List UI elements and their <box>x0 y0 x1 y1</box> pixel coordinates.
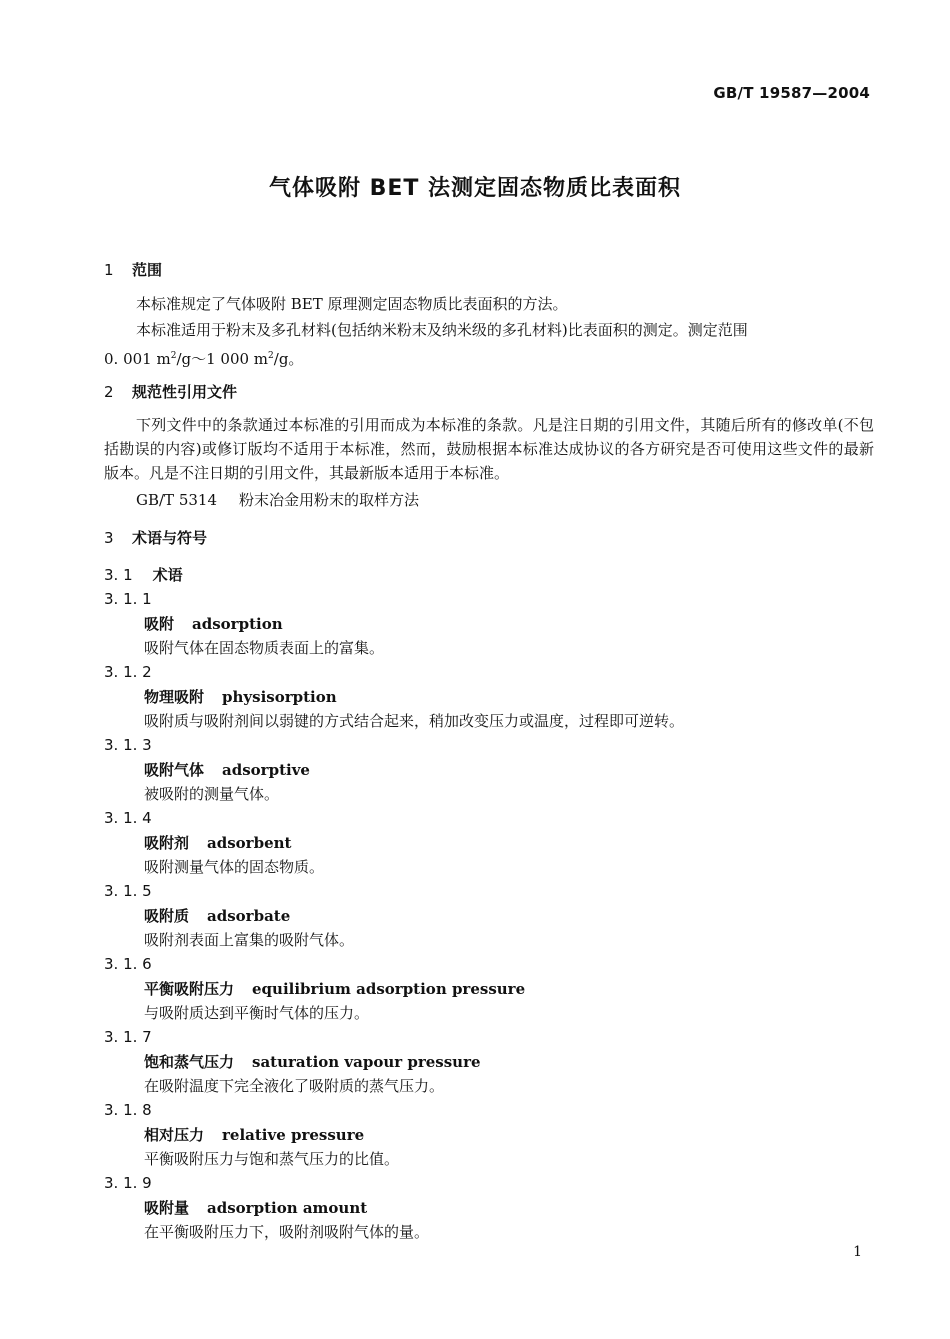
superscript-2: 2 <box>268 351 274 361</box>
scope-paragraph-1: 本标准规定了气体吸附 BET 原理测定固态物质比表面积的方法。 <box>136 295 568 313</box>
section-2-heading <box>104 381 237 402</box>
term-definition: 在平衡吸附压力下，吸附剂吸附气体的量。 <box>144 1223 430 1241</box>
range-text-c: /g。 <box>273 350 304 368</box>
term-en: physisorption <box>222 688 337 706</box>
term-name <box>144 978 525 999</box>
term-number: 3. 1. 6 <box>104 955 152 973</box>
term-en: relative pressure <box>222 1126 365 1144</box>
subsection-number: 3. 1 <box>104 566 133 584</box>
term-name <box>144 1197 367 1218</box>
term-en: adsorbent <box>207 834 292 852</box>
term-number: 3. 1. 7 <box>104 1028 152 1046</box>
reference-code: GB/T 5314 <box>136 491 218 509</box>
scope-range-line <box>104 344 874 371</box>
term-definition: 吸附质与吸附剂间以弱键的方式结合起来，稍加改变压力或温度，过程即可逆转。 <box>144 712 685 730</box>
term-en: adsorption <box>192 615 283 633</box>
term-en: adsorbate <box>207 907 291 925</box>
term-zh: 吸附 <box>144 615 175 633</box>
subsection-title: 术语 <box>152 566 183 584</box>
term-zh: 平衡吸附压力 <box>144 980 235 998</box>
section-3-heading <box>104 527 207 548</box>
term-number: 3. 1. 8 <box>104 1101 152 1119</box>
term-name <box>144 905 290 926</box>
term-zh: 吸附剂 <box>144 834 190 852</box>
section-title: 术语与符号 <box>132 529 208 547</box>
term-definition: 吸附气体在固态物质表面上的富集。 <box>144 639 385 657</box>
term-en: adsorption amount <box>207 1199 368 1217</box>
scope-paragraph-2: 本标准适用于粉末及多孔材料(包括纳米粉末及纳米级的多孔材料)比表面积的测定。测定范围 <box>136 321 748 339</box>
term-zh: 吸附气体 <box>144 761 205 779</box>
term-number: 3. 1. 1 <box>104 590 152 608</box>
term-zh: 饱和蒸气压力 <box>144 1053 235 1071</box>
term-definition: 平衡吸附压力与饱和蒸气压力的比值。 <box>144 1150 400 1168</box>
range-text-b: /g～1 000 m <box>176 350 269 368</box>
normative-references-paragraph: 下列文件中的条款通过本标准的引用而成为本标准的条款。凡是注日期的引用文件，其随后所有的修改单(不包括勘误的内容)或修订版均不适用于本标准，然而，鼓励根据本标准达成协议的各方研究是否可使用这些文件的最新版本。凡是不注日期的引用文件，其最新版本适用于本标准。 <box>104 416 874 482</box>
section-number: 3 <box>104 529 114 547</box>
section-number: 2 <box>104 383 114 401</box>
term-number: 3. 1. 2 <box>104 663 152 681</box>
term-name <box>144 1124 364 1145</box>
term-number: 3. 1. 4 <box>104 809 152 827</box>
term-definition: 吸附测量气体的固态物质。 <box>144 858 325 876</box>
section-number: 1 <box>104 261 114 279</box>
term-en: adsorptive <box>222 761 310 779</box>
term-zh: 吸附质 <box>144 907 190 925</box>
standard-code: GB/T 19587—2004 <box>713 84 870 102</box>
subsection-3-1-heading <box>104 564 183 585</box>
reference-entry <box>136 488 906 512</box>
section-title: 规范性引用文件 <box>132 383 238 401</box>
term-definition: 吸附剂表面上富集的吸附气体。 <box>144 931 355 949</box>
section-title: 范围 <box>132 261 163 279</box>
term-definition: 在吸附温度下完全液化了吸附质的蒸气压力。 <box>144 1077 445 1095</box>
term-name <box>144 1051 481 1072</box>
term-en: equilibrium adsorption pressure <box>252 980 526 998</box>
term-name <box>144 832 291 853</box>
page-number: 1 <box>853 1244 862 1260</box>
term-zh: 吸附量 <box>144 1199 190 1217</box>
term-name <box>144 613 283 634</box>
reference-title: 粉末冶金用粉末的取样方法 <box>239 491 420 509</box>
term-number: 3. 1. 5 <box>104 882 152 900</box>
term-en: saturation vapour pressure <box>252 1053 481 1071</box>
term-number: 3. 1. 9 <box>104 1174 152 1192</box>
document-title: 气体吸附 BET 法测定固态物质比表面积 <box>268 176 682 201</box>
term-zh: 物理吸附 <box>144 688 205 706</box>
term-number: 3. 1. 3 <box>104 736 152 754</box>
term-name <box>144 759 310 780</box>
term-definition: 被吸附的测量气体。 <box>144 785 280 803</box>
section-1-heading <box>104 259 162 280</box>
superscript-2: 2 <box>170 351 177 361</box>
term-definition: 与吸附质达到平衡时气体的压力。 <box>144 1004 370 1022</box>
range-text-a: 0. 001 m <box>104 350 171 368</box>
term-zh: 相对压力 <box>144 1126 205 1144</box>
term-name <box>144 686 337 707</box>
